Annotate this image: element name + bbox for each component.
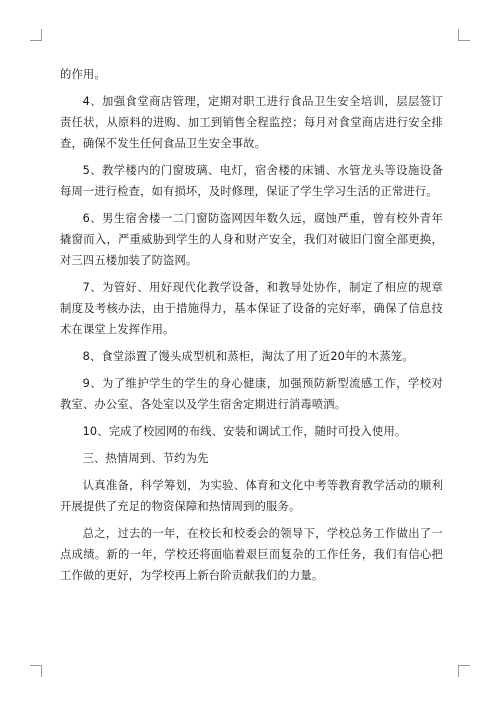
paragraph-item-10: 10、完成了校园网的布线、安装和调试工作，随时可投入使用。 xyxy=(82,425,407,438)
paragraph-summary: 总之，过去的一年，在校长和校委会的领导下，学校总务工作做出了一点成绩。新的一年，学校还将面临着艰巨而复杂的工作任务，我们有信心把工作做的更好，为学校再上新台阶贡献我们的力量。 xyxy=(60,527,443,582)
page-corner-mark-top-left xyxy=(30,29,42,41)
document-body xyxy=(60,64,443,592)
paragraph-item-6: 6、男生宿舍楼一二门窗防盗网因年数久远，腐蚀严重，曾有校外青年撬窗而入，严重威胁到学生的人身和财产安全，我们对破旧门窗全部更换，对三四五楼加装了防盗网。 xyxy=(60,212,443,267)
paragraph-continuation: 的作用。 xyxy=(60,68,106,81)
page-corner-mark-top-right xyxy=(458,29,470,41)
paragraph-item-5: 5、教学楼内的门窗玻璃、电灯，宿舍楼的床铺、水管龙头等设施设备每周一进行检查，如有损坏，及时修理，保证了学生学习生活的正常进行。 xyxy=(60,164,443,198)
paragraph-item-8: 8、食堂添置了馒头成型机和蒸柜，淘汰了用了近20年的木蒸笼。 xyxy=(82,350,414,363)
paragraph-item-7: 7、为管好、用好现代化教学设备，和教导处协作，制定了相应的规章制度及考核办法，由于措施得力，基本保证了设备的完好率，确保了信息技术在课堂上发挥作用。 xyxy=(60,281,443,336)
paragraph-preparation: 认真准备，科学筹划，为实验、体育和文化中考等教育教学活动的顺利开展提供了充足的物资保障和热情周到的服务。 xyxy=(60,479,443,513)
page-corner-mark-bottom-left xyxy=(30,665,42,677)
section-heading-3: 三、热情周到、节约为先 xyxy=(82,452,209,465)
page-corner-mark-bottom-right xyxy=(458,665,470,677)
paragraph-item-4: 4、加强食堂商店管理，定期对职工进行食品卫生安全培训，层层签订责任状，从原料的进购、加工到销售全程监控；每月对食堂商店进行安全排查，确保不发生任何食品卫生安全事故。 xyxy=(60,95,443,150)
paragraph-item-9: 9、为了维护学生的学生的身心健康，加强预防新型流感工作，学校对教室、办公室、各处室以及学生宿舍定期进行消毒喷洒。 xyxy=(60,377,443,411)
